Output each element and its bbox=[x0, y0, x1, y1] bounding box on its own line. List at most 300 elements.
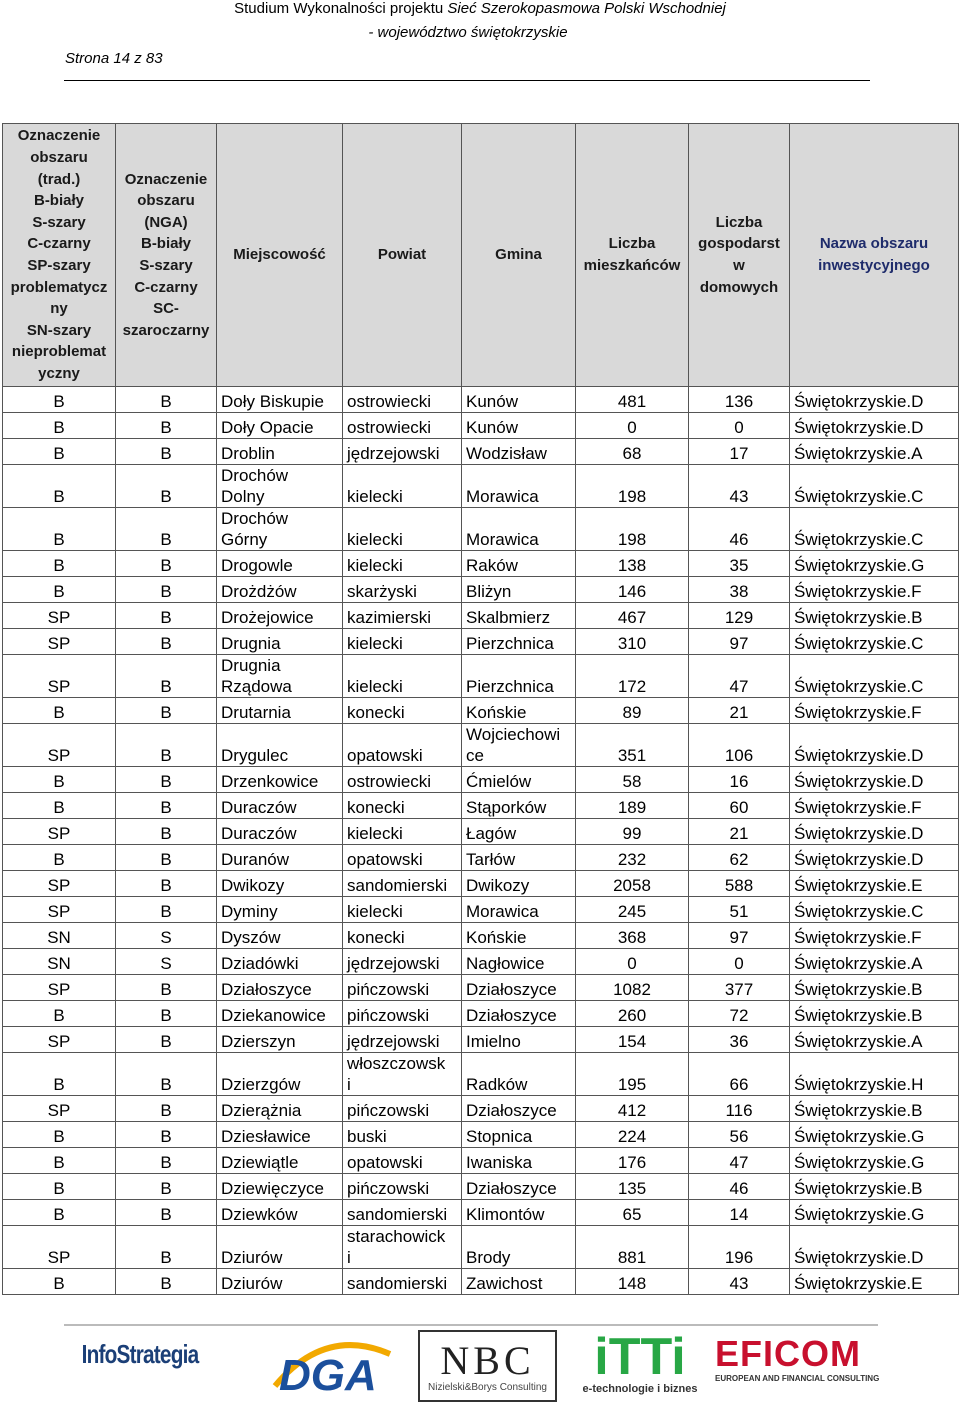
cell-col-inhabitants: 0 bbox=[576, 413, 689, 439]
cell-col-county: kielecki bbox=[343, 465, 462, 508]
cell-col-households: 56 bbox=[689, 1122, 790, 1148]
cell-col-area-trad: B bbox=[3, 767, 116, 793]
header-line: Nazwa obszaru bbox=[819, 235, 929, 253]
header-line: C-czarny bbox=[134, 278, 198, 296]
cell-col-households: 17 bbox=[689, 439, 790, 465]
cell-col-inhabitants: 481 bbox=[576, 387, 689, 413]
cell-col-county: kielecki bbox=[343, 897, 462, 923]
header-line: SN-szary bbox=[26, 321, 92, 339]
cell-col-locality: Dwikozy bbox=[217, 871, 343, 897]
cell-col-households: 60 bbox=[689, 793, 790, 819]
cell-col-area-nga: B bbox=[116, 1174, 217, 1200]
cell-col-county: sandomierski bbox=[343, 1200, 462, 1226]
cell-col-area-nga: B bbox=[116, 1001, 217, 1027]
cell-col-commune: Skalbmierz bbox=[462, 603, 576, 629]
cell-col-area-nga: B bbox=[116, 465, 217, 508]
header-line: domowych bbox=[699, 278, 779, 296]
cell-line: Wojciechowi bbox=[466, 725, 561, 744]
cell-col-investment-area: Świętokrzyskie.B bbox=[790, 1096, 959, 1122]
header-line: (NGA) bbox=[144, 213, 188, 231]
cell-col-county: ostrowiecki bbox=[343, 387, 462, 413]
cell-col-area-nga: B bbox=[116, 767, 217, 793]
itti-logo bbox=[580, 1328, 700, 1398]
cell-col-locality: Drzenkowice bbox=[217, 767, 343, 793]
table-row bbox=[3, 793, 959, 819]
cell-col-inhabitants: 1082 bbox=[576, 975, 689, 1001]
cell-col-commune: Działoszyce bbox=[462, 1174, 576, 1200]
cell-col-commune: Końskie bbox=[462, 698, 576, 724]
table-row bbox=[3, 1174, 959, 1200]
cell-col-households: 136 bbox=[689, 387, 790, 413]
cell-col-area-trad: B bbox=[3, 845, 116, 871]
cell-col-inhabitants: 138 bbox=[576, 551, 689, 577]
cell-col-commune: Morawica bbox=[462, 465, 576, 508]
table-row bbox=[3, 1027, 959, 1053]
cell-col-households: 377 bbox=[689, 975, 790, 1001]
cell-col-area-nga: B bbox=[116, 387, 217, 413]
cell-col-commune: Pierzchnica bbox=[462, 655, 576, 698]
header-line: obszaru bbox=[30, 149, 88, 167]
cell-col-households: 46 bbox=[689, 1174, 790, 1200]
cell-col-households: 129 bbox=[689, 603, 790, 629]
cell-col-investment-area: Świętokrzyskie.A bbox=[790, 439, 959, 465]
cell-col-locality: Drogowle bbox=[217, 551, 343, 577]
cell-col-area-nga: B bbox=[116, 1122, 217, 1148]
cell-col-area-trad: B bbox=[3, 577, 116, 603]
cell-col-households: 196 bbox=[689, 1226, 790, 1269]
cell-col-commune: Bliżyn bbox=[462, 577, 576, 603]
cell-col-area-nga: B bbox=[116, 551, 217, 577]
header-line: Gmina bbox=[495, 246, 542, 264]
document-subtitle: - województwo świętokrzyskie bbox=[368, 24, 568, 41]
cell-col-investment-area: Świętokrzyskie.D bbox=[790, 767, 959, 793]
cell-col-inhabitants: 172 bbox=[576, 655, 689, 698]
table-body bbox=[3, 387, 959, 1295]
cell-col-investment-area: Świętokrzyskie.A bbox=[790, 949, 959, 975]
cell-col-commune: Raków bbox=[462, 551, 576, 577]
header-line: S-szary bbox=[139, 257, 193, 274]
cell-col-locality: Dzierzgów bbox=[217, 1053, 343, 1096]
table-row bbox=[3, 767, 959, 793]
cell-col-county: sandomierski bbox=[343, 871, 462, 897]
header-line: szaroczarny bbox=[122, 321, 210, 339]
cell-col-county: opatowski bbox=[343, 845, 462, 871]
cell-col-inhabitants: 58 bbox=[576, 767, 689, 793]
cell-col-households: 43 bbox=[689, 1269, 790, 1295]
cell-col-commune: Nagłowice bbox=[462, 949, 576, 975]
cell-col-inhabitants: 224 bbox=[576, 1122, 689, 1148]
cell-col-area-trad: SP bbox=[3, 871, 116, 897]
table-row bbox=[3, 413, 959, 439]
cell-col-households: 0 bbox=[689, 413, 790, 439]
header-divider bbox=[64, 80, 870, 81]
cell-col-inhabitants: 0 bbox=[576, 949, 689, 975]
table-row bbox=[3, 897, 959, 923]
cell-col-inhabitants: 351 bbox=[576, 724, 689, 767]
cell-col-area-trad: B bbox=[3, 1053, 116, 1096]
cell-col-area-nga: B bbox=[116, 698, 217, 724]
cell-col-county: kielecki bbox=[343, 508, 462, 551]
cell-col-area-trad: SP bbox=[3, 1027, 116, 1053]
cell-col-commune: Kunów bbox=[462, 413, 576, 439]
cell-col-commune: Łagów bbox=[462, 819, 576, 845]
cell-line: i bbox=[347, 1248, 351, 1267]
cell-col-area-trad: B bbox=[3, 465, 116, 508]
header-col-county bbox=[343, 124, 462, 387]
cell-col-investment-area: Świętokrzyskie.D bbox=[790, 724, 959, 767]
infostrategia-logo bbox=[80, 1334, 200, 1374]
title-italic: Sieć Szerokopasmowa Polski Wschodniej bbox=[447, 0, 726, 17]
cell-col-county: konecki bbox=[343, 793, 462, 819]
cell-col-locality: Duraczów bbox=[217, 819, 343, 845]
cell-col-inhabitants: 189 bbox=[576, 793, 689, 819]
table-row bbox=[3, 949, 959, 975]
cell-col-inhabitants: 232 bbox=[576, 845, 689, 871]
cell-col-county bbox=[343, 1226, 462, 1269]
cell-col-area-trad: SP bbox=[3, 629, 116, 655]
header-line: (trad.) bbox=[37, 170, 81, 188]
cell-col-commune: Morawica bbox=[462, 508, 576, 551]
cell-line: Drochów bbox=[221, 466, 289, 485]
cell-col-area-trad: SP bbox=[3, 1096, 116, 1122]
cell-col-area-trad: SP bbox=[3, 603, 116, 629]
cell-col-area-trad: B bbox=[3, 1269, 116, 1295]
infostrategia-logo-text: InfoStrategia bbox=[81, 1338, 199, 1369]
cell-col-area-nga: S bbox=[116, 923, 217, 949]
nbc-logo bbox=[418, 1330, 557, 1402]
header-col-inhabitants bbox=[576, 124, 689, 387]
cell-col-area-trad: B bbox=[3, 698, 116, 724]
cell-col-inhabitants: 146 bbox=[576, 577, 689, 603]
header-line: obszaru bbox=[137, 192, 195, 210]
cell-col-investment-area: Świętokrzyskie.B bbox=[790, 975, 959, 1001]
cell-col-county: ostrowiecki bbox=[343, 413, 462, 439]
cell-col-investment-area: Świętokrzyskie.F bbox=[790, 698, 959, 724]
title-plain: Studium Wykonalności projektu bbox=[234, 0, 448, 17]
cell-col-area-nga: B bbox=[116, 975, 217, 1001]
cell-col-inhabitants: 881 bbox=[576, 1226, 689, 1269]
cell-col-area-trad: SP bbox=[3, 724, 116, 767]
cell-col-commune: Tarłów bbox=[462, 845, 576, 871]
header-line: Liczba bbox=[608, 235, 656, 253]
footer-logos bbox=[60, 1326, 880, 1400]
cell-col-investment-area: Świętokrzyskie.D bbox=[790, 845, 959, 871]
cell-col-households: 97 bbox=[689, 923, 790, 949]
table-row bbox=[3, 577, 959, 603]
table-row bbox=[3, 871, 959, 897]
cell-col-county bbox=[343, 1053, 462, 1096]
cell-col-inhabitants: 68 bbox=[576, 439, 689, 465]
cell-col-locality: Dziekanowice bbox=[217, 1001, 343, 1027]
header-line: inwestycyjnego bbox=[818, 257, 930, 274]
cell-col-area-nga: B bbox=[116, 508, 217, 551]
cell-col-households: 51 bbox=[689, 897, 790, 923]
cell-line: Drugnia bbox=[221, 656, 281, 675]
cell-col-investment-area: Świętokrzyskie.G bbox=[790, 551, 959, 577]
cell-col-locality: Drutarnia bbox=[217, 698, 343, 724]
cell-col-area-trad: SP bbox=[3, 819, 116, 845]
table-row bbox=[3, 439, 959, 465]
eficom-logo-text: EFICOM bbox=[715, 1332, 861, 1374]
cell-col-households: 16 bbox=[689, 767, 790, 793]
cell-col-investment-area: Świętokrzyskie.F bbox=[790, 923, 959, 949]
cell-col-area-nga: B bbox=[116, 603, 217, 629]
cell-col-households: 35 bbox=[689, 551, 790, 577]
cell-col-locality: Doły Opacie bbox=[217, 413, 343, 439]
table-row bbox=[3, 655, 959, 698]
cell-col-locality: Duraczów bbox=[217, 793, 343, 819]
cell-col-area-trad: B bbox=[3, 1200, 116, 1226]
cell-col-investment-area: Świętokrzyskie.A bbox=[790, 1027, 959, 1053]
data-table bbox=[2, 123, 959, 1295]
cell-col-commune: Działoszyce bbox=[462, 975, 576, 1001]
eficom-logo-subtext: EUROPEAN AND FINANCIAL CONSULTING bbox=[715, 1373, 880, 1383]
cell-line: Górny bbox=[221, 530, 268, 549]
cell-col-county: jędrzejowski bbox=[343, 949, 462, 975]
cell-col-county: ostrowiecki bbox=[343, 767, 462, 793]
header-line: problematycz bbox=[10, 278, 108, 296]
table-row bbox=[3, 551, 959, 577]
cell-col-households: 46 bbox=[689, 508, 790, 551]
header-line: Oznaczenie bbox=[17, 127, 101, 145]
table-row bbox=[3, 1053, 959, 1096]
cell-col-area-trad: B bbox=[3, 508, 116, 551]
header-line: Powiat bbox=[377, 246, 427, 264]
cell-col-commune: Iwaniska bbox=[462, 1148, 576, 1174]
cell-col-area-nga: B bbox=[116, 897, 217, 923]
cell-col-investment-area: Świętokrzyskie.H bbox=[790, 1053, 959, 1096]
cell-col-investment-area: Świętokrzyskie.B bbox=[790, 1001, 959, 1027]
nbc-logo-subtext: Nizielski&Borys Consulting bbox=[428, 1381, 547, 1393]
cell-col-commune: Ćmielów bbox=[462, 767, 576, 793]
cell-col-county: konecki bbox=[343, 923, 462, 949]
cell-col-locality: Dyminy bbox=[217, 897, 343, 923]
table-row bbox=[3, 1226, 959, 1269]
header-col-commune bbox=[462, 124, 576, 387]
header-col-area-trad bbox=[3, 124, 116, 387]
cell-col-investment-area: Świętokrzyskie.B bbox=[790, 1174, 959, 1200]
cell-col-investment-area: Świętokrzyskie.F bbox=[790, 793, 959, 819]
header-col-locality bbox=[217, 124, 343, 387]
cell-col-area-nga: B bbox=[116, 1027, 217, 1053]
cell-col-inhabitants: 176 bbox=[576, 1148, 689, 1174]
header-line: B-biały bbox=[33, 192, 84, 210]
cell-col-inhabitants: 135 bbox=[576, 1174, 689, 1200]
cell-col-locality: Duranów bbox=[217, 845, 343, 871]
table-row bbox=[3, 698, 959, 724]
cell-col-investment-area: Świętokrzyskie.B bbox=[790, 603, 959, 629]
itti-logo-text: iTTi bbox=[594, 1328, 686, 1386]
cell-col-inhabitants: 412 bbox=[576, 1096, 689, 1122]
cell-col-area-nga: B bbox=[116, 1053, 217, 1096]
cell-col-commune: Brody bbox=[462, 1226, 576, 1269]
cell-col-area-trad: B bbox=[3, 1001, 116, 1027]
cell-col-county: kielecki bbox=[343, 551, 462, 577]
cell-col-households: 36 bbox=[689, 1027, 790, 1053]
cell-col-locality: Dziewków bbox=[217, 1200, 343, 1226]
header-line: Liczba bbox=[715, 213, 763, 231]
table-row bbox=[3, 387, 959, 413]
cell-col-county: kielecki bbox=[343, 655, 462, 698]
cell-col-commune: Zawichost bbox=[462, 1269, 576, 1295]
cell-col-locality: Dzierążnia bbox=[217, 1096, 343, 1122]
header-line: C-czarny bbox=[27, 235, 91, 253]
cell-col-locality: Dziurów bbox=[217, 1269, 343, 1295]
cell-line: Drochów bbox=[221, 509, 289, 528]
eficom-logo bbox=[715, 1328, 880, 1388]
cell-col-inhabitants: 195 bbox=[576, 1053, 689, 1096]
cell-col-commune: Działoszyce bbox=[462, 1001, 576, 1027]
cell-col-area-trad: SP bbox=[3, 655, 116, 698]
cell-col-households: 21 bbox=[689, 819, 790, 845]
table-row bbox=[3, 1148, 959, 1174]
cell-col-area-nga: B bbox=[116, 577, 217, 603]
cell-col-inhabitants: 89 bbox=[576, 698, 689, 724]
cell-col-inhabitants: 2058 bbox=[576, 871, 689, 897]
table-row bbox=[3, 1096, 959, 1122]
cell-col-area-nga: B bbox=[116, 1269, 217, 1295]
cell-col-county: pińczowski bbox=[343, 975, 462, 1001]
cell-col-area-nga: B bbox=[116, 871, 217, 897]
cell-col-locality: Dziadówki bbox=[217, 949, 343, 975]
cell-col-locality: Dyszów bbox=[217, 923, 343, 949]
cell-col-area-trad: B bbox=[3, 439, 116, 465]
cell-col-households: 97 bbox=[689, 629, 790, 655]
cell-col-county: kielecki bbox=[343, 629, 462, 655]
cell-col-inhabitants: 467 bbox=[576, 603, 689, 629]
header-line: Miejscowość bbox=[233, 246, 326, 264]
cell-col-county: sandomierski bbox=[343, 1269, 462, 1295]
table-row bbox=[3, 1122, 959, 1148]
cell-col-area-trad: B bbox=[3, 1148, 116, 1174]
cell-col-area-nga: B bbox=[116, 413, 217, 439]
cell-col-inhabitants: 198 bbox=[576, 465, 689, 508]
cell-col-county: pińczowski bbox=[343, 1174, 462, 1200]
cell-col-investment-area: Świętokrzyskie.E bbox=[790, 1269, 959, 1295]
cell-col-area-nga: B bbox=[116, 793, 217, 819]
cell-col-locality: Dzierszyn bbox=[217, 1027, 343, 1053]
cell-col-inhabitants: 198 bbox=[576, 508, 689, 551]
cell-col-area-nga: B bbox=[116, 1226, 217, 1269]
cell-col-commune: Morawica bbox=[462, 897, 576, 923]
cell-col-households: 21 bbox=[689, 698, 790, 724]
cell-col-inhabitants: 310 bbox=[576, 629, 689, 655]
cell-col-county: konecki bbox=[343, 698, 462, 724]
cell-col-commune bbox=[462, 724, 576, 767]
table-row bbox=[3, 975, 959, 1001]
cell-col-investment-area: Świętokrzyskie.G bbox=[790, 1148, 959, 1174]
cell-col-inhabitants: 154 bbox=[576, 1027, 689, 1053]
cell-col-households: 47 bbox=[689, 1148, 790, 1174]
table-row bbox=[3, 1269, 959, 1295]
cell-col-area-trad: SP bbox=[3, 975, 116, 1001]
cell-col-investment-area: Świętokrzyskie.D bbox=[790, 819, 959, 845]
cell-col-locality: Dziewięczyce bbox=[217, 1174, 343, 1200]
cell-col-households: 588 bbox=[689, 871, 790, 897]
cell-col-investment-area: Świętokrzyskie.D bbox=[790, 413, 959, 439]
cell-line: ce bbox=[466, 746, 484, 765]
cell-col-area-trad: B bbox=[3, 413, 116, 439]
header-line: SP-szary bbox=[27, 257, 91, 274]
header-line: S-szary bbox=[32, 213, 86, 231]
cell-col-commune: Klimontów bbox=[462, 1200, 576, 1226]
header-line: w bbox=[733, 257, 745, 274]
cell-col-county: opatowski bbox=[343, 724, 462, 767]
cell-col-inhabitants: 65 bbox=[576, 1200, 689, 1226]
dga-logo bbox=[265, 1336, 395, 1396]
cell-col-investment-area: Świętokrzyskie.D bbox=[790, 1226, 959, 1269]
cell-col-area-nga: S bbox=[116, 949, 217, 975]
cell-col-locality bbox=[217, 508, 343, 551]
cell-col-area-trad: B bbox=[3, 1174, 116, 1200]
header-line: B-biały bbox=[140, 235, 191, 253]
cell-col-area-nga: B bbox=[116, 1148, 217, 1174]
cell-col-locality: Drygulec bbox=[217, 724, 343, 767]
cell-col-area-nga: B bbox=[116, 845, 217, 871]
cell-col-locality: Drugnia bbox=[217, 629, 343, 655]
header-col-investment-area bbox=[790, 124, 959, 387]
cell-col-households: 106 bbox=[689, 724, 790, 767]
cell-col-county: opatowski bbox=[343, 1148, 462, 1174]
cell-col-households: 62 bbox=[689, 845, 790, 871]
header-line: ny bbox=[50, 300, 68, 318]
cell-col-area-nga: B bbox=[116, 724, 217, 767]
dga-logo-mark bbox=[265, 1336, 395, 1396]
cell-col-investment-area: Świętokrzyskie.G bbox=[790, 1200, 959, 1226]
cell-col-commune: Imielno bbox=[462, 1027, 576, 1053]
cell-col-households: 66 bbox=[689, 1053, 790, 1096]
cell-col-area-nga: B bbox=[116, 1096, 217, 1122]
cell-col-commune: Końskie bbox=[462, 923, 576, 949]
cell-line: starachowick bbox=[347, 1227, 446, 1246]
cell-col-area-trad: SN bbox=[3, 949, 116, 975]
cell-col-area-trad: B bbox=[3, 793, 116, 819]
cell-col-county: kazimierski bbox=[343, 603, 462, 629]
header-line: mieszkańców bbox=[583, 257, 681, 274]
cell-line: Rządowa bbox=[221, 677, 292, 696]
cell-col-area-trad: SP bbox=[3, 1226, 116, 1269]
table-row bbox=[3, 845, 959, 871]
cell-col-commune: Działoszyce bbox=[462, 1096, 576, 1122]
cell-col-area-nga: B bbox=[116, 439, 217, 465]
cell-col-county: jędrzejowski bbox=[343, 439, 462, 465]
document-title bbox=[0, 0, 960, 17]
cell-col-county: skarżyski bbox=[343, 577, 462, 603]
cell-col-locality: Droblin bbox=[217, 439, 343, 465]
dga-logo-text: DGA bbox=[279, 1351, 377, 1396]
cell-col-area-nga: B bbox=[116, 819, 217, 845]
cell-col-commune: Dwikozy bbox=[462, 871, 576, 897]
itti-logo-subtext: e-technologie i biznes bbox=[582, 1383, 698, 1395]
header-line: Oznaczenie bbox=[124, 170, 208, 188]
cell-col-locality: Działoszyce bbox=[217, 975, 343, 1001]
cell-col-area-nga: B bbox=[116, 1200, 217, 1226]
cell-col-inhabitants: 148 bbox=[576, 1269, 689, 1295]
cell-col-county: pińczowski bbox=[343, 1001, 462, 1027]
cell-col-investment-area: Świętokrzyskie.C bbox=[790, 629, 959, 655]
cell-col-households: 47 bbox=[689, 655, 790, 698]
cell-col-locality bbox=[217, 465, 343, 508]
cell-col-area-trad: B bbox=[3, 551, 116, 577]
cell-col-investment-area: Świętokrzyskie.D bbox=[790, 387, 959, 413]
header-line: SC- bbox=[153, 300, 179, 318]
table-row bbox=[3, 1200, 959, 1226]
table-row bbox=[3, 724, 959, 767]
table-row bbox=[3, 629, 959, 655]
cell-line: i bbox=[347, 1075, 351, 1094]
cell-col-investment-area: Świętokrzyskie.C bbox=[790, 655, 959, 698]
cell-col-county: kielecki bbox=[343, 819, 462, 845]
